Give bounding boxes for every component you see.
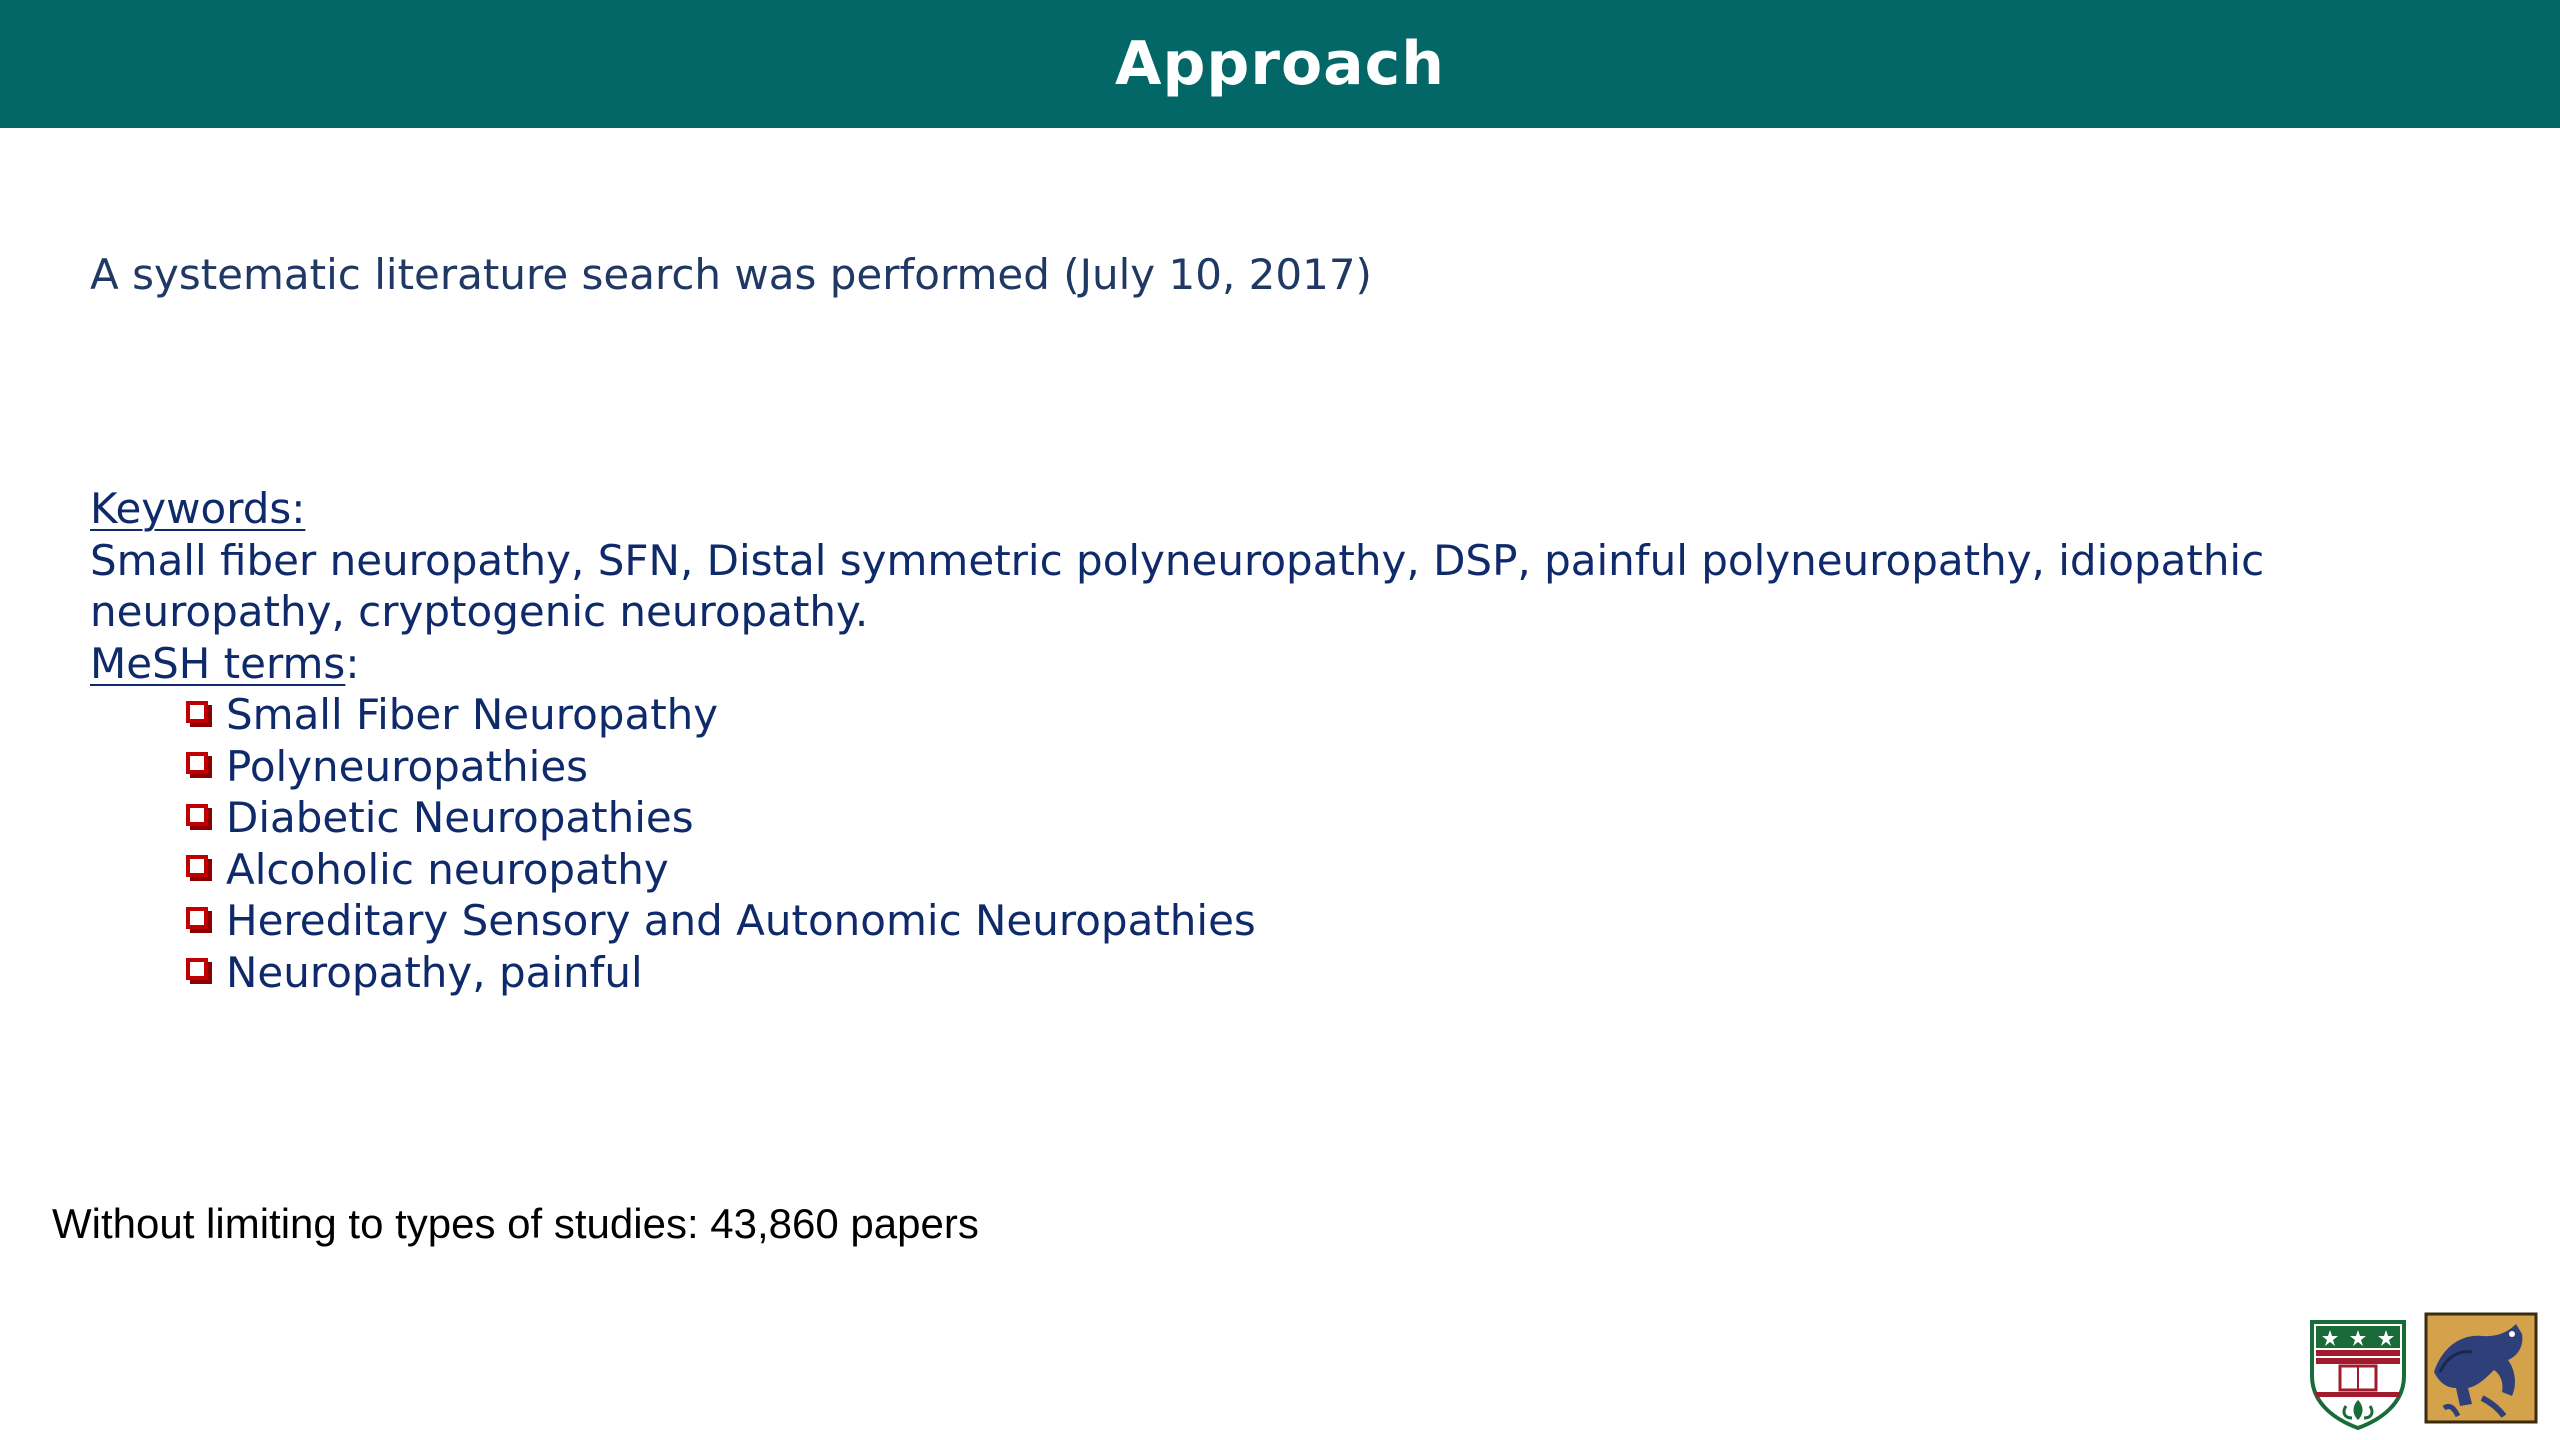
keywords-label: Keywords: (90, 484, 306, 533)
university-shield-logo-icon (2308, 1318, 2408, 1430)
results-count-note: Without limiting to types of studies: 43,860 papers (52, 1200, 979, 1247)
intro-text: A systematic literature search was performed (July 10, 2017) (90, 250, 1372, 299)
list-item (186, 947, 2360, 999)
mesh-term: Polyneuropathies (226, 741, 589, 791)
checkbox-bullet-icon (186, 855, 208, 877)
checkbox-bullet-icon (186, 804, 208, 826)
mesh-term-list (90, 689, 2360, 998)
checkbox-bullet-icon (186, 701, 208, 723)
mesh-term: Hereditary Sensory and Autonomic Neuropathies (226, 896, 1256, 945)
keywords-heading (90, 483, 2360, 535)
search-details (90, 483, 2360, 998)
list-item (186, 741, 2360, 793)
mesh-heading (90, 638, 2360, 690)
list-item (186, 792, 2360, 844)
keywords-text: Small fiber neuropathy, SFN, Distal symmetric polyneuropathy, DSP, painful polyneuropathy, idiopathic neuropathy, cryptogenic neuropathy. (90, 535, 2265, 636)
checkbox-bullet-icon (186, 907, 208, 929)
mesh-term: Neuropathy, painful (226, 947, 643, 997)
slide-title: Approach (1115, 29, 1445, 99)
mesh-colon: : (345, 638, 360, 688)
bear-crest-logo-icon (2424, 1312, 2538, 1424)
title-bar (0, 0, 2560, 128)
list-item (186, 689, 2360, 741)
mesh-label: MeSH terms (90, 638, 346, 688)
list-item (186, 895, 2360, 947)
mesh-term: Small Fiber Neuropathy (226, 690, 719, 739)
list-item (186, 844, 2360, 896)
mesh-term: Diabetic Neuropathies (226, 793, 694, 842)
checkbox-bullet-icon (186, 752, 208, 774)
mesh-term: Alcoholic neuropathy (226, 844, 669, 894)
checkbox-bullet-icon (186, 958, 208, 980)
